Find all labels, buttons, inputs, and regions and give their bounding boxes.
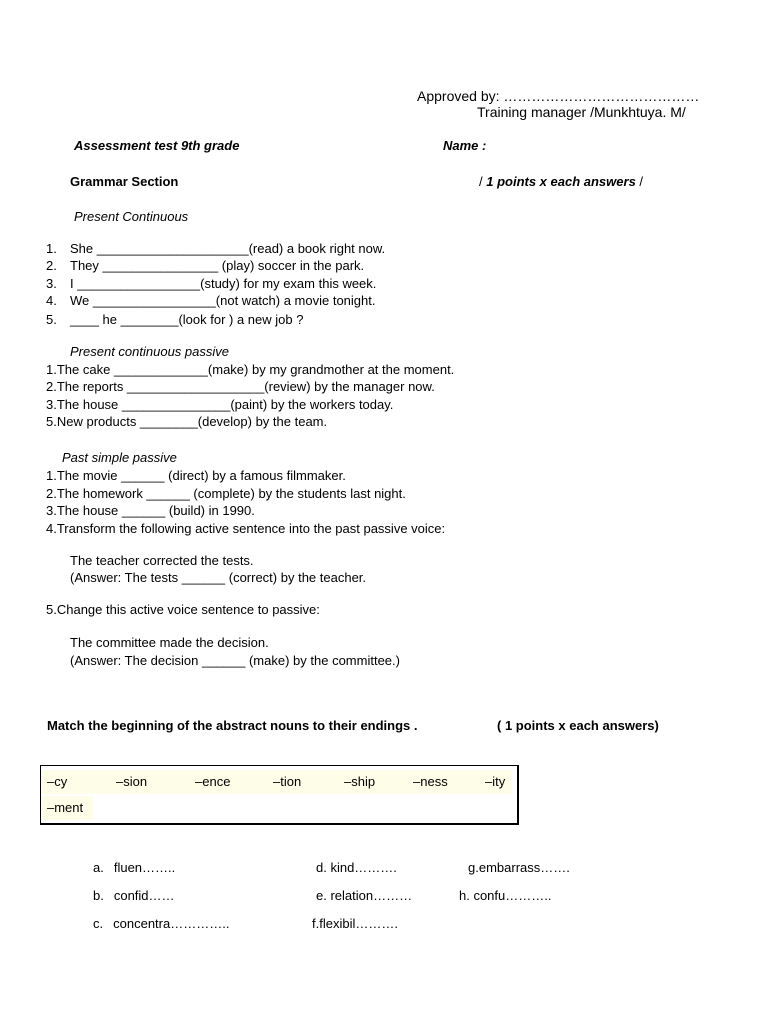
grammar-points: / 1 points x each answers / <box>479 174 644 189</box>
active-sentence: The committee made the decision. <box>70 635 269 650</box>
word-item: e. relation……… <box>316 888 413 903</box>
word-item: b. confid…… <box>93 888 175 903</box>
grammar-section-title: Grammar Section <box>70 174 179 189</box>
word-item: a. fluen…….. <box>93 860 176 875</box>
list-item: 5. ____ he ________(look for ) a new job ? <box>46 312 304 327</box>
list-item: 1.The movie ______ (direct) by a famous filmmaker. <box>46 468 346 483</box>
list-item: 1.The cake _____________(make) by my grandmother at the moment. <box>46 362 455 377</box>
matching-instruction: Match the beginning of the abstract nouns to their endings . <box>47 718 418 733</box>
list-item: 3.The house ______ (build) in 1990. <box>46 503 255 518</box>
list-item: 4. We _________________(not watch) a movie tonight. <box>46 293 376 308</box>
answer-line: (Answer: The decision ______ (make) by the committee.) <box>70 653 400 668</box>
name-label: Name : <box>443 138 487 153</box>
suffix-tion: –tion <box>273 774 302 789</box>
suffix-cy: –cy <box>47 774 68 789</box>
suffix-ship: –ship <box>344 774 376 789</box>
word-item: h. confu……….. <box>459 888 552 903</box>
present-continuous-passive-title: Present continuous passive <box>70 344 229 359</box>
word-item: g.embarrass……. <box>468 860 570 875</box>
list-item: 2.The reports ___________________(review) by the manager now. <box>46 379 435 394</box>
past-simple-passive-title: Past simple passive <box>62 450 177 465</box>
list-item: 3. I _________________(study) for my exam this week. <box>46 276 377 291</box>
word-item: d. kind………. <box>316 860 397 875</box>
suffix-ment: –ment <box>47 800 84 815</box>
list-item: 2.The homework ______ (complete) by the students last night. <box>46 486 406 501</box>
list-item: 4.Transform the following active sentence into the past passive voice: <box>46 521 446 536</box>
test-title: Assessment test 9th grade <box>74 138 240 153</box>
word-item: f.flexibil………. <box>312 916 398 931</box>
list-item: 2. They ________________ (play) soccer in the park. <box>46 258 365 273</box>
list-item: 1. She _____________________(read) a book right now. <box>46 241 386 256</box>
training-manager: Training manager /Munkhtuya. M/ <box>477 104 686 120</box>
suffix-ence: –ence <box>195 774 231 789</box>
present-continuous-title: Present Continuous <box>74 209 189 224</box>
suffix-ity: –ity <box>485 774 506 789</box>
approved-by: Approved by: …………………………………… <box>417 88 700 104</box>
answer-line: (Answer: The tests ______ (correct) by the teacher. <box>70 570 367 585</box>
list-item: 5.Change this active voice sentence to passive: <box>46 602 320 617</box>
word-item: c. concentra………….. <box>93 916 230 931</box>
list-item: 5.New products ________(develop) by the team. <box>46 414 328 429</box>
list-item: 3.The house _______________(paint) by the workers today. <box>46 397 394 412</box>
matching-points: ( 1 points x each answers) <box>497 718 659 733</box>
suffix-box <box>40 765 519 825</box>
suffix-ness: –ness <box>413 774 448 789</box>
suffix-sion: –sion <box>116 774 148 789</box>
active-sentence: The teacher corrected the tests. <box>70 553 254 568</box>
